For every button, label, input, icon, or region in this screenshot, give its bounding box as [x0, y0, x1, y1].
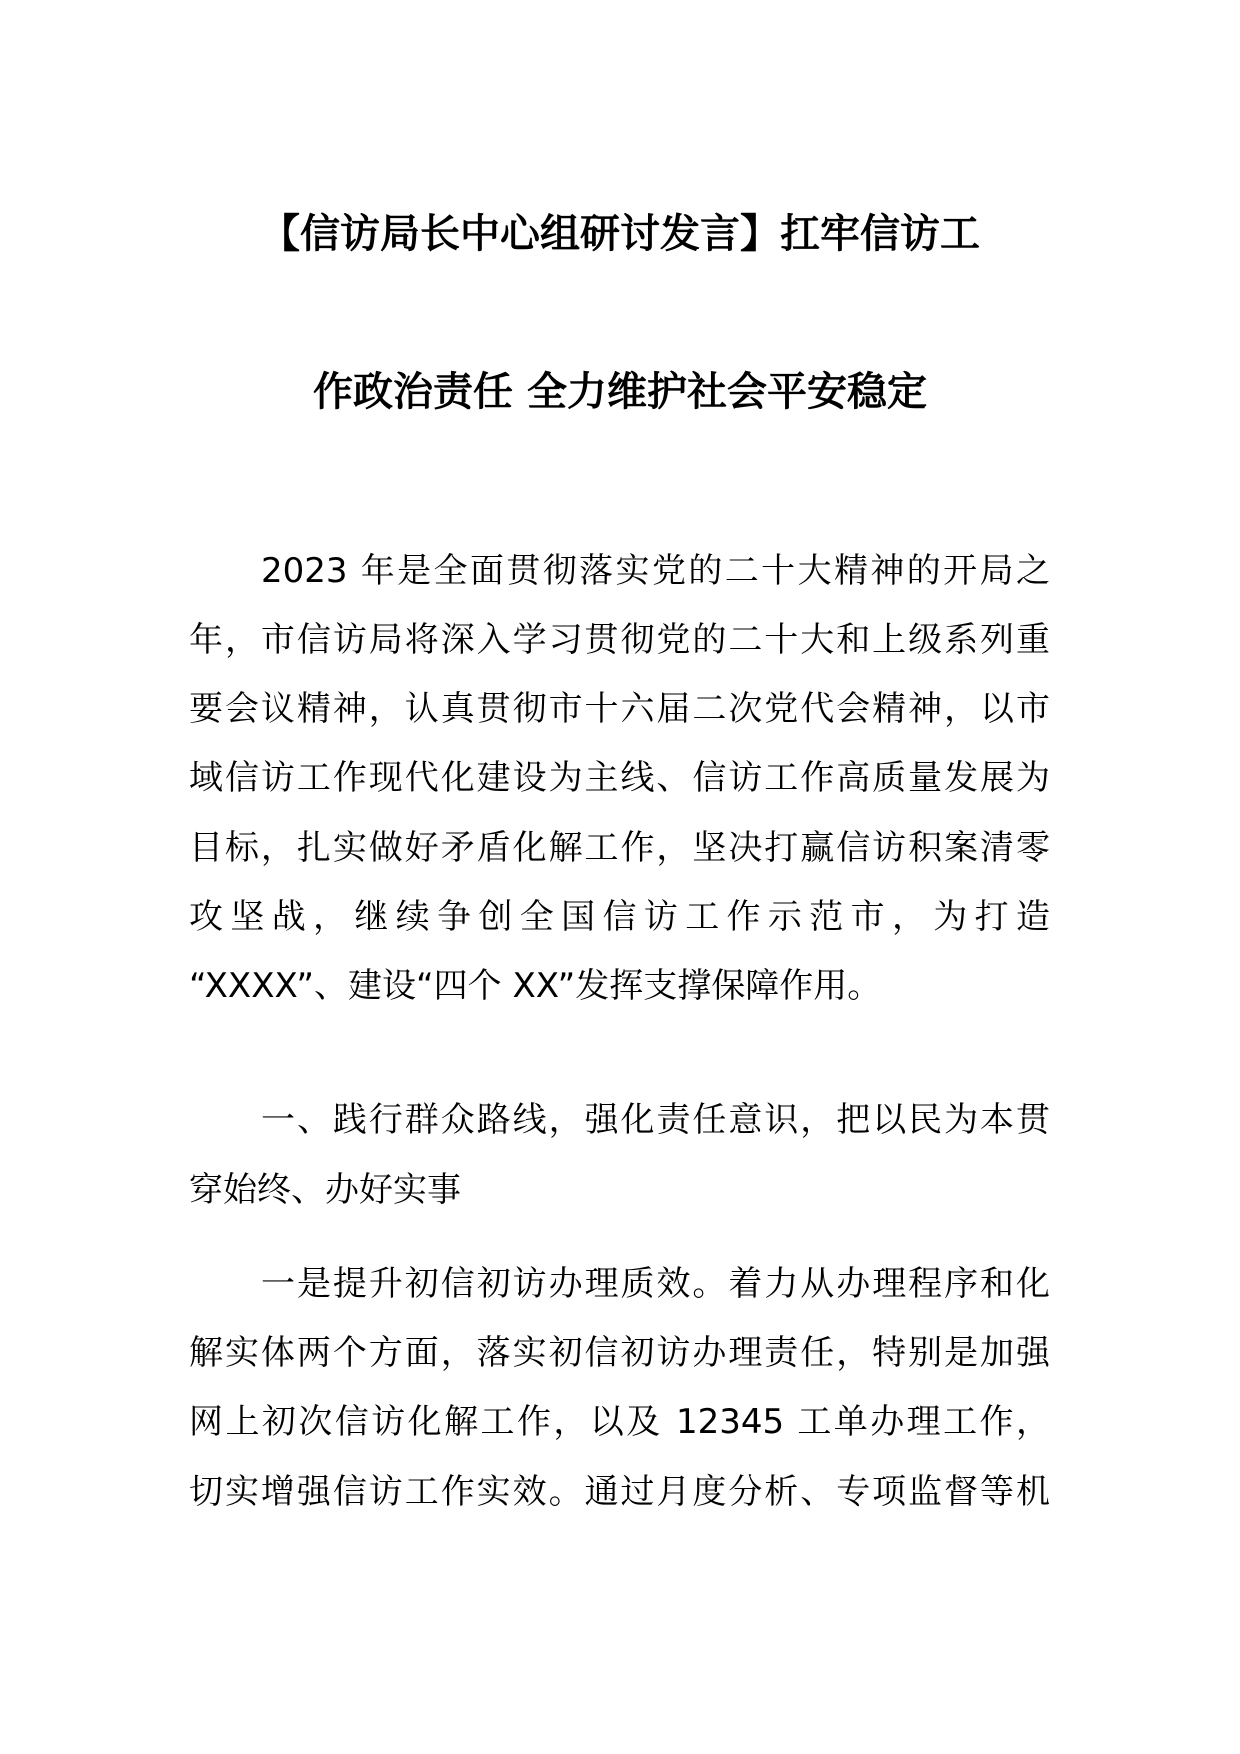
paragraph-1-line-4: 域信访工作现代化建设为主线、信访工作高质量发展为	[189, 758, 1050, 798]
paragraph-1-line-6: 攻坚战，继续争创全国信访工作示范市，为打造	[189, 897, 1050, 937]
paragraph-2-line-1: 一是提升初信初访办理质效。着力从办理程序和化	[261, 1264, 1050, 1304]
section-heading-line-1: 一、践行群众路线，强化责任意识，把以民为本贯	[261, 1100, 1050, 1140]
section-heading-line-2: 穿始终、办好实事	[189, 1170, 461, 1210]
paragraph-1-line-5: 目标，扎实做好矛盾化解工作，坚决打赢信访积案清零	[189, 828, 1050, 868]
paragraph-2-line-3: 网上初次信访化解工作，以及 12345 工单办理工作，	[189, 1402, 1050, 1442]
paragraph-1-line-7: “XXXX”、建设“四个 XX”发挥支撑保障作用。	[189, 966, 882, 1006]
document-title-line-2: 作政治责任 全力维护社会平安稳定	[313, 369, 927, 415]
paragraph-1-line-3: 要会议精神，认真贯彻市十六届二次党代会精神，以市	[189, 689, 1050, 729]
paragraph-2-line-2: 解实体两个方面，落实初信初访办理责任，特别是加强	[189, 1333, 1050, 1373]
paragraph-1-line-1: 2023 年是全面贯彻落实党的二十大精神的开局之	[261, 551, 1050, 591]
paragraph-2-line-4: 切实增强信访工作实效。通过月度分析、专项监督等机	[189, 1472, 1050, 1512]
paragraph-1-line-2: 年，市信访局将深入学习贯彻党的二十大和上级系列重	[189, 620, 1050, 660]
document-title-line-1: 【信访局长中心组研讨发言】扛牢信访工	[260, 211, 980, 257]
